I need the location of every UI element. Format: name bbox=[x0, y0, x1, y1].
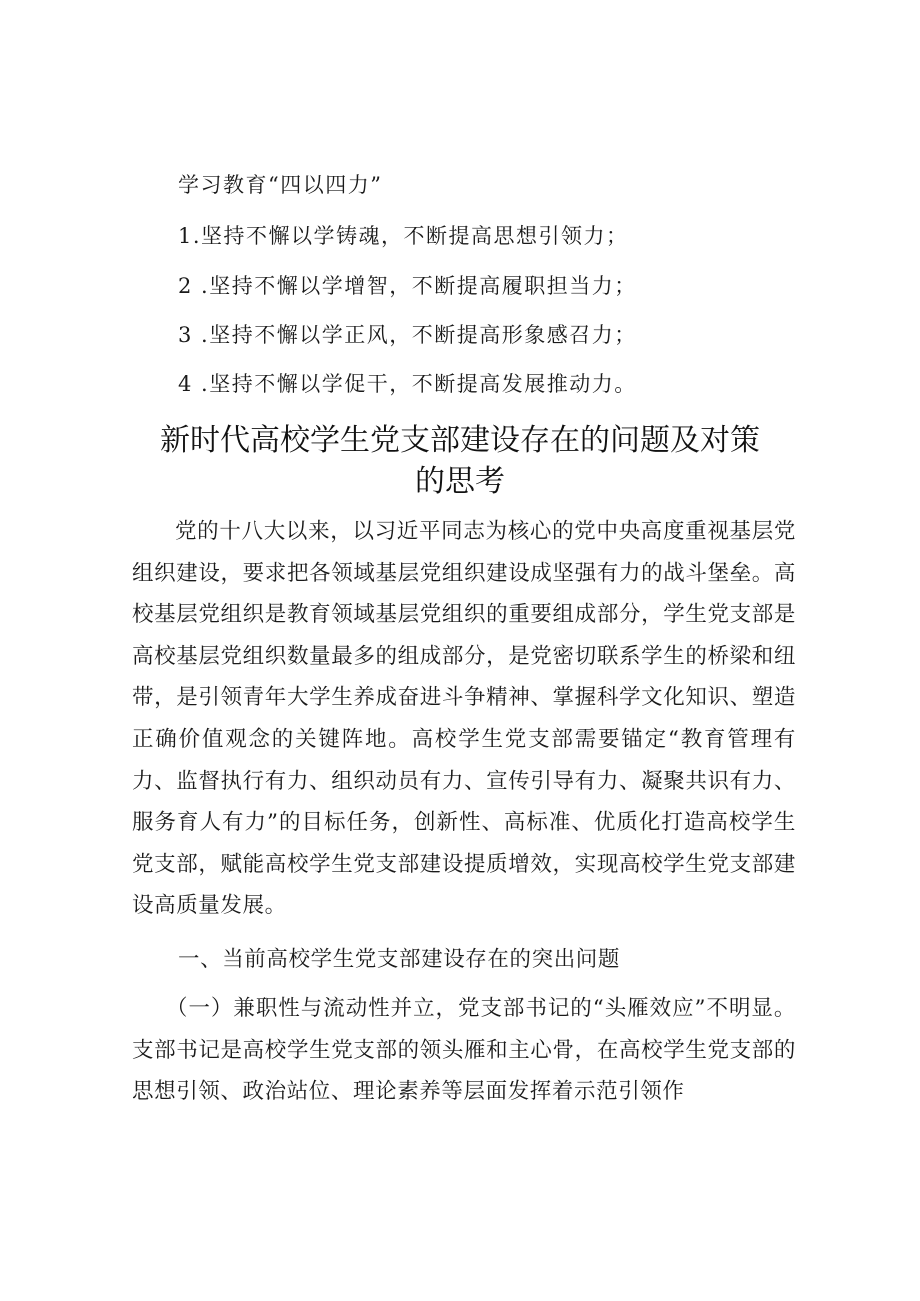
intro-paragraph: 党的十八大以来，以习近平同志为核心的党中央高度重视基层党组织建设，要求把各领域基层党组织建设成坚强有力的战斗堡垒。高校基层党组织是教育领域基层党组织的重要组成部分，学生党支部是高校基层党组织数量最多的组成部分，是党密切联系学生的桥梁和纽带，是引领青年大学生养成奋进斗争精神、掌握科学文化知识、塑造正确价值观念的关键阵地。高校学生党支部需要锚定“教育管理有力、监督执行有力、组织动员有力、宣传引导有力、凝聚共识有力、服务育人有力”的目标任务，创新性、高标准、优质化打造高校学生党支部，赋能高校学生党支部建设提质增效，实现高校学生党支部建设高质量发展。 bbox=[132, 519, 796, 919]
study-item-3: 3 .坚持不懈以学正风，不断提高形象感召力； bbox=[178, 323, 637, 347]
article-title-line1: 新时代高校学生党支部建设存在的问题及对策 bbox=[160, 423, 760, 458]
study-heading: 学习教育“四以四力” bbox=[178, 173, 383, 197]
section-heading-1: 一、当前高校学生党支部建设存在的突出问题 bbox=[178, 947, 621, 972]
study-item-1: 1.坚持不懈以学铸魂，不断提高思想引领力； bbox=[178, 224, 629, 248]
study-item-4: 4 .坚持不懈以学促干，不断提高发展推动力。 bbox=[178, 372, 637, 396]
subsection-paragraph-1: （一）兼职性与流动性并立，党支部书记的“头雁效应”不明显。支部书记是高校学生党支部的领头雁和主心骨，在高校学生党支部的思想引领、政治站位、理论素养等层面发挥着示范引领作 bbox=[132, 996, 796, 1105]
article-title-line2: 的思考 bbox=[415, 464, 505, 499]
study-item-2: 2 .坚持不懈以学增智，不断提高履职担当力； bbox=[178, 274, 637, 298]
